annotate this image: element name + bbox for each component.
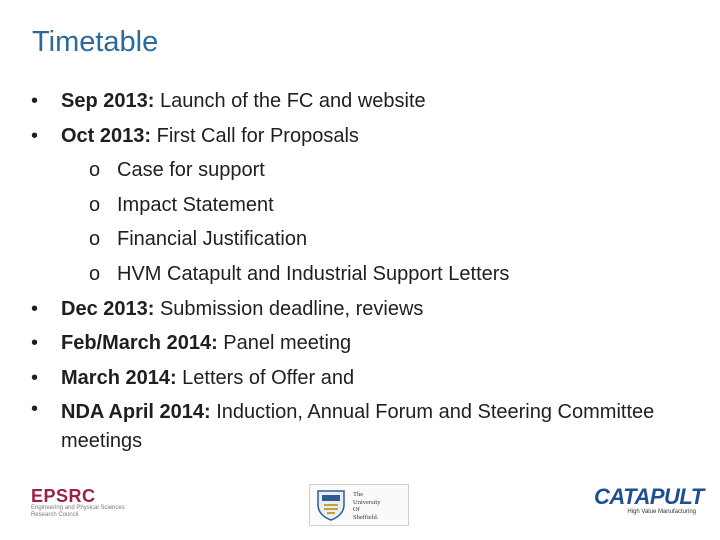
list-item [30, 361, 690, 396]
footer-logos [0, 480, 720, 540]
item-text: Submission deadline, reviews [154, 297, 424, 320]
sub-bullet-icon: o [89, 159, 101, 182]
sub-item-text: Case for support [117, 159, 265, 182]
sub-bullet-icon: o [89, 193, 101, 216]
catapult-wordmark: CATAPULT [594, 484, 704, 509]
bullet-icon: • [31, 124, 39, 147]
item-text: Panel meeting [217, 332, 352, 355]
item-date: Dec 2013: [61, 297, 155, 320]
item-date: Oct 2013: [61, 124, 152, 147]
timetable-list [30, 84, 690, 456]
sub-list-item [30, 222, 690, 257]
epsrc-logo [31, 487, 131, 519]
bullet-icon: • [31, 90, 39, 112]
catapult-logo [594, 486, 704, 516]
item-text: Letters of Offer and [176, 366, 355, 389]
list-item [30, 292, 690, 327]
sub-bullet-icon: o [89, 262, 101, 285]
epsrc-wordmark: EPSRC [31, 486, 96, 506]
sub-list-item [30, 257, 690, 292]
item-date: March 2014: [61, 366, 177, 389]
shield-icon [316, 489, 346, 521]
sheffield-logo [309, 484, 409, 526]
catapult-subtitle: High Value Manufacturing [627, 509, 696, 515]
item-date: NDA April 2014: [61, 401, 211, 424]
sub-list-item [30, 188, 690, 223]
slide-title: Timetable [32, 26, 159, 58]
list-item [30, 395, 690, 456]
sub-bullet-icon: o [89, 228, 101, 251]
epsrc-subtitle: Research Council [31, 512, 79, 518]
item-text: Launch of the FC and website [154, 90, 426, 112]
sub-list-item [30, 153, 690, 188]
bullet-icon: • [31, 332, 39, 355]
epsrc-subtitle: Engineering and Physical Sciences [31, 505, 125, 511]
sheffield-wordmark: The University Of Sheffield. [353, 491, 381, 521]
item-date: Feb/March 2014: [61, 332, 218, 355]
sub-item-text: Financial Justification [117, 228, 308, 251]
bullet-icon: • [31, 297, 39, 320]
list-item [30, 326, 690, 361]
list-item [30, 119, 690, 154]
sub-item-text: HVM Catapult and Industrial Support Letters [117, 262, 510, 285]
bullet-icon: • [31, 366, 39, 389]
bullet-icon: • [31, 398, 39, 421]
item-date: Sep 2013: [61, 90, 155, 112]
item-text: Induction, Annual Forum and Steering Committee meetings [61, 401, 655, 453]
item-text: First Call for Proposals [151, 124, 359, 147]
list-item [30, 84, 690, 119]
sub-item-text: Impact Statement [117, 193, 274, 216]
